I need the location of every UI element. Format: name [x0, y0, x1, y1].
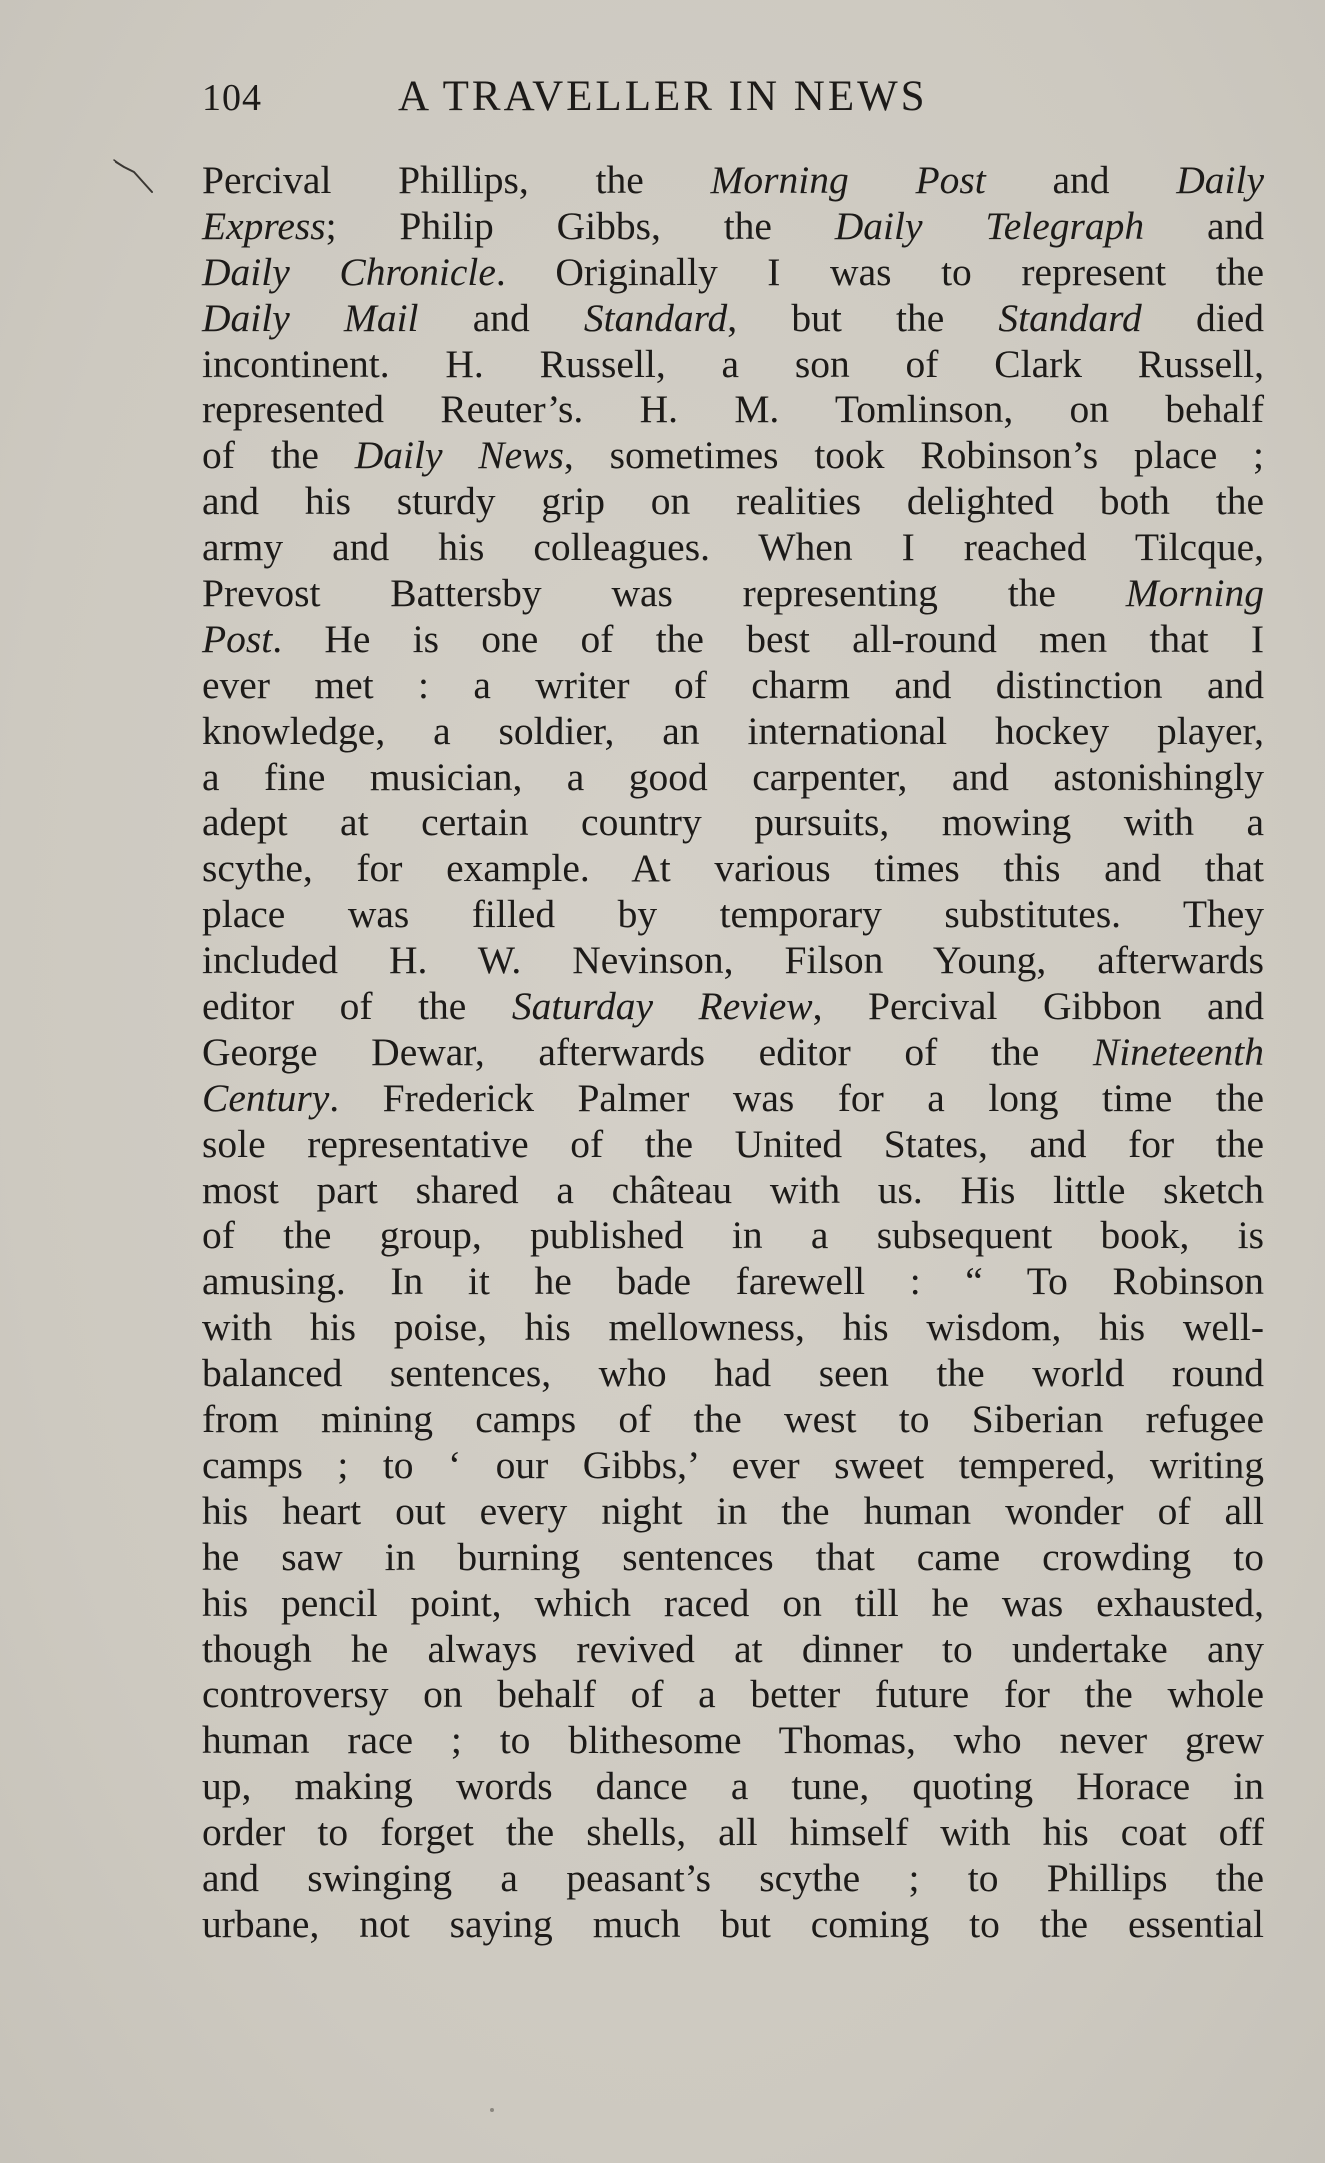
- text-line-18: included H. W. Nevinson, Filson Young, afterwards: [202, 938, 1264, 983]
- page-header: [202, 72, 1264, 132]
- text-line-11: Post. He is one of the best all-round men that I: [202, 616, 1264, 661]
- text-line-16: scythe, for example. At various times this and that: [202, 846, 1264, 891]
- text-line-5: incontinent. H. Russell, a son of Clark Russell,: [202, 341, 1264, 386]
- text-line-39: urbane, not saying much but coming to the essential: [202, 1901, 1264, 1946]
- text-line-34: controversy on behalf of a better future for the whole: [202, 1672, 1264, 1717]
- text-line-23: most part shared a château with us. His little sketch: [202, 1167, 1264, 1212]
- text-line-15: adept at certain country pursuits, mowing with a: [202, 800, 1264, 845]
- text-line-28: from mining camps of the west to Siberian refugee: [202, 1397, 1264, 1442]
- text-line-8: and his sturdy grip on realities delighted both the: [202, 479, 1264, 524]
- running-head: A TRAVELLER IN NEWS: [398, 73, 928, 120]
- text-line-38: and swinging a peasant’s scythe ; to Phillips the: [202, 1855, 1264, 1900]
- text-line-6: represented Reuter’s. H. M. Tomlinson, on behalf: [202, 387, 1264, 432]
- text-line-13: knowledge, a soldier, an international hockey player,: [202, 708, 1264, 753]
- text-line-30: his heart out every night in the human wonder of all: [202, 1488, 1264, 1533]
- text-line-21: Century. Frederick Palmer was for a long time the: [202, 1075, 1264, 1120]
- text-line-7: of the Daily News, sometimes took Robinson’s place ;: [202, 433, 1264, 478]
- text-line-35: human race ; to blithesome Thomas, who never grew: [202, 1718, 1264, 1763]
- text-line-36: up, making words dance a tune, quoting Horace in: [202, 1764, 1264, 1809]
- text-line-26: with his poise, his mellowness, his wisdom, his well-: [202, 1305, 1264, 1350]
- text-line-32: his pencil point, which raced on till he was exhausted,: [202, 1580, 1264, 1625]
- text-line-10: Prevost Battersby was representing the Morning: [202, 571, 1264, 616]
- text-line-19: editor of the Saturday Review, Percival Gibbon and: [202, 984, 1264, 1029]
- text-line-29: camps ; to ‘ our Gibbs,’ ever sweet tempered, writing: [202, 1442, 1264, 1487]
- text-line-3: Daily Chronicle. Originally I was to represent the: [202, 249, 1264, 294]
- text-line-25: amusing. In it he bade farewell : “ To Robinson: [202, 1259, 1264, 1304]
- text-line-22: sole representative of the United States, and for the: [202, 1121, 1264, 1166]
- text-line-2: Express; Philip Gibbs, the Daily Telegraph and: [202, 203, 1264, 248]
- text-line-4: Daily Mail and Standard, but the Standard died: [202, 295, 1264, 340]
- text-line-1: Percival Phillips, the Morning Post and Daily: [202, 158, 1264, 202]
- text-line-20: George Dewar, afterwards editor of the Nineteenth: [202, 1029, 1264, 1074]
- page-number: 104: [202, 77, 262, 119]
- text-line-17: place was filled by temporary substitutes. They: [202, 892, 1264, 937]
- pencil-mark-icon: [112, 158, 156, 198]
- text-line-24: of the group, published in a subsequent book, is: [202, 1213, 1264, 1258]
- paper-speck: [490, 2108, 494, 2112]
- text-line-37: order to forget the shells, all himself with his coat off: [202, 1810, 1264, 1855]
- body-text: [202, 158, 1264, 1948]
- text-line-14: a fine musician, a good carpenter, and astonishingly: [202, 754, 1264, 799]
- text-line-33: though he always revived at dinner to undertake any: [202, 1626, 1264, 1671]
- text-line-27: balanced sentences, who had seen the world round: [202, 1351, 1264, 1396]
- text-line-12: ever met : a writer of charm and distinction and: [202, 662, 1264, 707]
- text-line-31: he saw in burning sentences that came crowding to: [202, 1534, 1264, 1579]
- text-line-9: army and his colleagues. When I reached Tilcque,: [202, 525, 1264, 570]
